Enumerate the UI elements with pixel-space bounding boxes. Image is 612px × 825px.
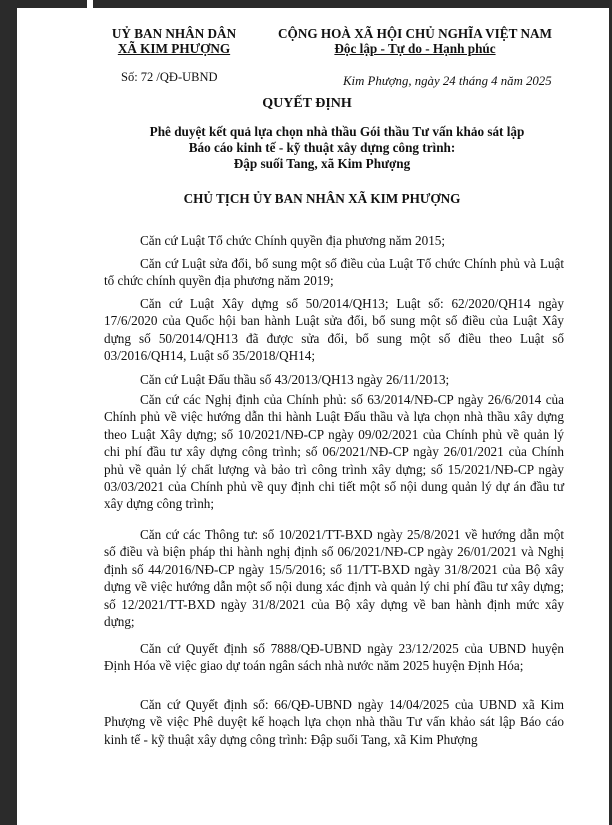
nation-motto — [255, 41, 575, 57]
basis-text-5: Căn cứ các Nghị định của Chính phủ: số 63/2014/NĐ-CP ngày 26/6/2014 của Chính phủ về việc hướng dẫn thi hành Luật Đấu thầu và lựa chọn nhà thầu xây dựng theo Luật Xây dựng; số 10/2021/NĐ-CP ngày 09/02/2021 của Chính phủ về quản lý chi phí đầu tư xây dựng công trình; số 06/2021/NĐ-CP ngày 26/01/2021 của Chính phủ về quản lý chất lượng và bảo trì công trình xây dựng; số 15/2021/NĐ-CP ngày 03/03/2021 của Chính phủ về quy định chi tiết một số nội dung quản lý dự án đầu tư xây dựng công trình; — [104, 392, 564, 512]
org-name-line2 — [109, 41, 239, 57]
document-page — [17, 10, 609, 825]
basis-text-8: Căn cứ Quyết định số: 66/QĐ-UBND ngày 14/04/2025 của UBND xã Kim Phượng về việc Phê duyệt kế hoạch lựa chọn nhà thầu Tư vấn khảo sát lập Báo cáo kinh tế - kỹ thuật xây dựng công trình: Đập suối Tang, xã Kim Phượng — [104, 697, 564, 747]
decision-subject-line2: Báo cáo kinh tế - kỹ thuật xây dựng công trình: — [188, 140, 456, 155]
basis-paragraph-6 — [104, 526, 564, 630]
basis-paragraph-8 — [104, 696, 564, 748]
basis-paragraph-5 — [104, 391, 564, 513]
org-name-line1: UỶ BAN NHÂN DÂN — [111, 26, 237, 41]
basis-text-4: Căn cứ Luật Đấu thầu số 43/2013/QH13 ngày 26/11/2013; — [140, 372, 450, 387]
issuing-authority: CHỦ TỊCH ỦY BAN NHÂN XÃ KIM PHƯỢNG — [183, 191, 461, 206]
nation-motto-text: Độc lập - Tự do - Hạnh phúc — [334, 41, 496, 56]
basis-text-3: Căn cứ Luật Xây dựng số 50/2014/QH13; Luật số: 62/2020/QH14 ngày 17/6/2020 của Quốc hội ban hành Luật sửa đổi, bổ sung một số điều của Luật Xây dựng số 50/2014/QH13 đã được sửa đổi, bổ sung một số điều theo Luật số 03/2016/QH14, Luật số 35/2018/QH14; — [104, 296, 564, 364]
basis-text-7: Căn cứ Quyết định số 7888/QĐ-UBND ngày 23/12/2025 của UBND huyện Định Hóa về việc giao dự toán ngân sách nhà nước năm 2025 huyện Định Hóa; — [104, 641, 564, 674]
basis-paragraph-3 — [104, 295, 564, 365]
org-name-line2-text: XÃ KIM PHƯỢNG — [117, 41, 231, 56]
decision-subject-line1: Phê duyệt kết quả lựa chọn nhà thầu Gói thầu Tư vấn khảo sát lập — [149, 124, 525, 139]
basis-paragraph-1 — [104, 232, 564, 249]
place-date: Kim Phượng, ngày 24 tháng 4 năm 2025 — [343, 74, 552, 88]
nation-title: CỘNG HOÀ XÃ HỘI CHỦ NGHĨA VIỆT NAM — [278, 26, 552, 41]
decision-subject-line3: Đập suối Tang, xã Kim Phượng — [233, 156, 411, 171]
viewer-top-strip — [17, 0, 612, 10]
basis-text-2: Căn cứ Luật sửa đổi, bổ sung một số điều của Luật Tổ chức Chính phủ và Luật tổ chức chính quyền địa phương năm 2019; — [104, 256, 564, 289]
basis-text-1: Căn cứ Luật Tổ chức Chính quyền địa phương năm 2015; — [140, 233, 446, 248]
basis-paragraph-7 — [104, 640, 564, 675]
decision-heading: QUYẾT ĐỊNH — [262, 96, 352, 111]
basis-text-6: Căn cứ các Thông tư: số 10/2021/TT-BXD ngày 25/8/2021 về hướng dẫn một số điều và biện pháp thi hành nghị định số 06/2021/NĐ-CP ngày 26/01/2021 và Nghị định số 44/2016/NĐ-CP ngày 15/5/2016; số 11/TT-BXD ngày 31/8/2021 của Bộ xây dựng về việc hướng dẫn một số nội dung xác định và quản lý chi phí đầu tư xây dựng; số 12/2021/TT-BXD ngày 31/8/2021 của Bộ xây dựng về ban hành định mức xây dựng; — [104, 527, 564, 630]
viewer-left-border — [0, 0, 17, 825]
document-number: Số: 72 /QĐ-UBND — [121, 70, 218, 84]
basis-paragraph-4 — [104, 371, 564, 388]
basis-paragraph-2 — [104, 255, 564, 290]
